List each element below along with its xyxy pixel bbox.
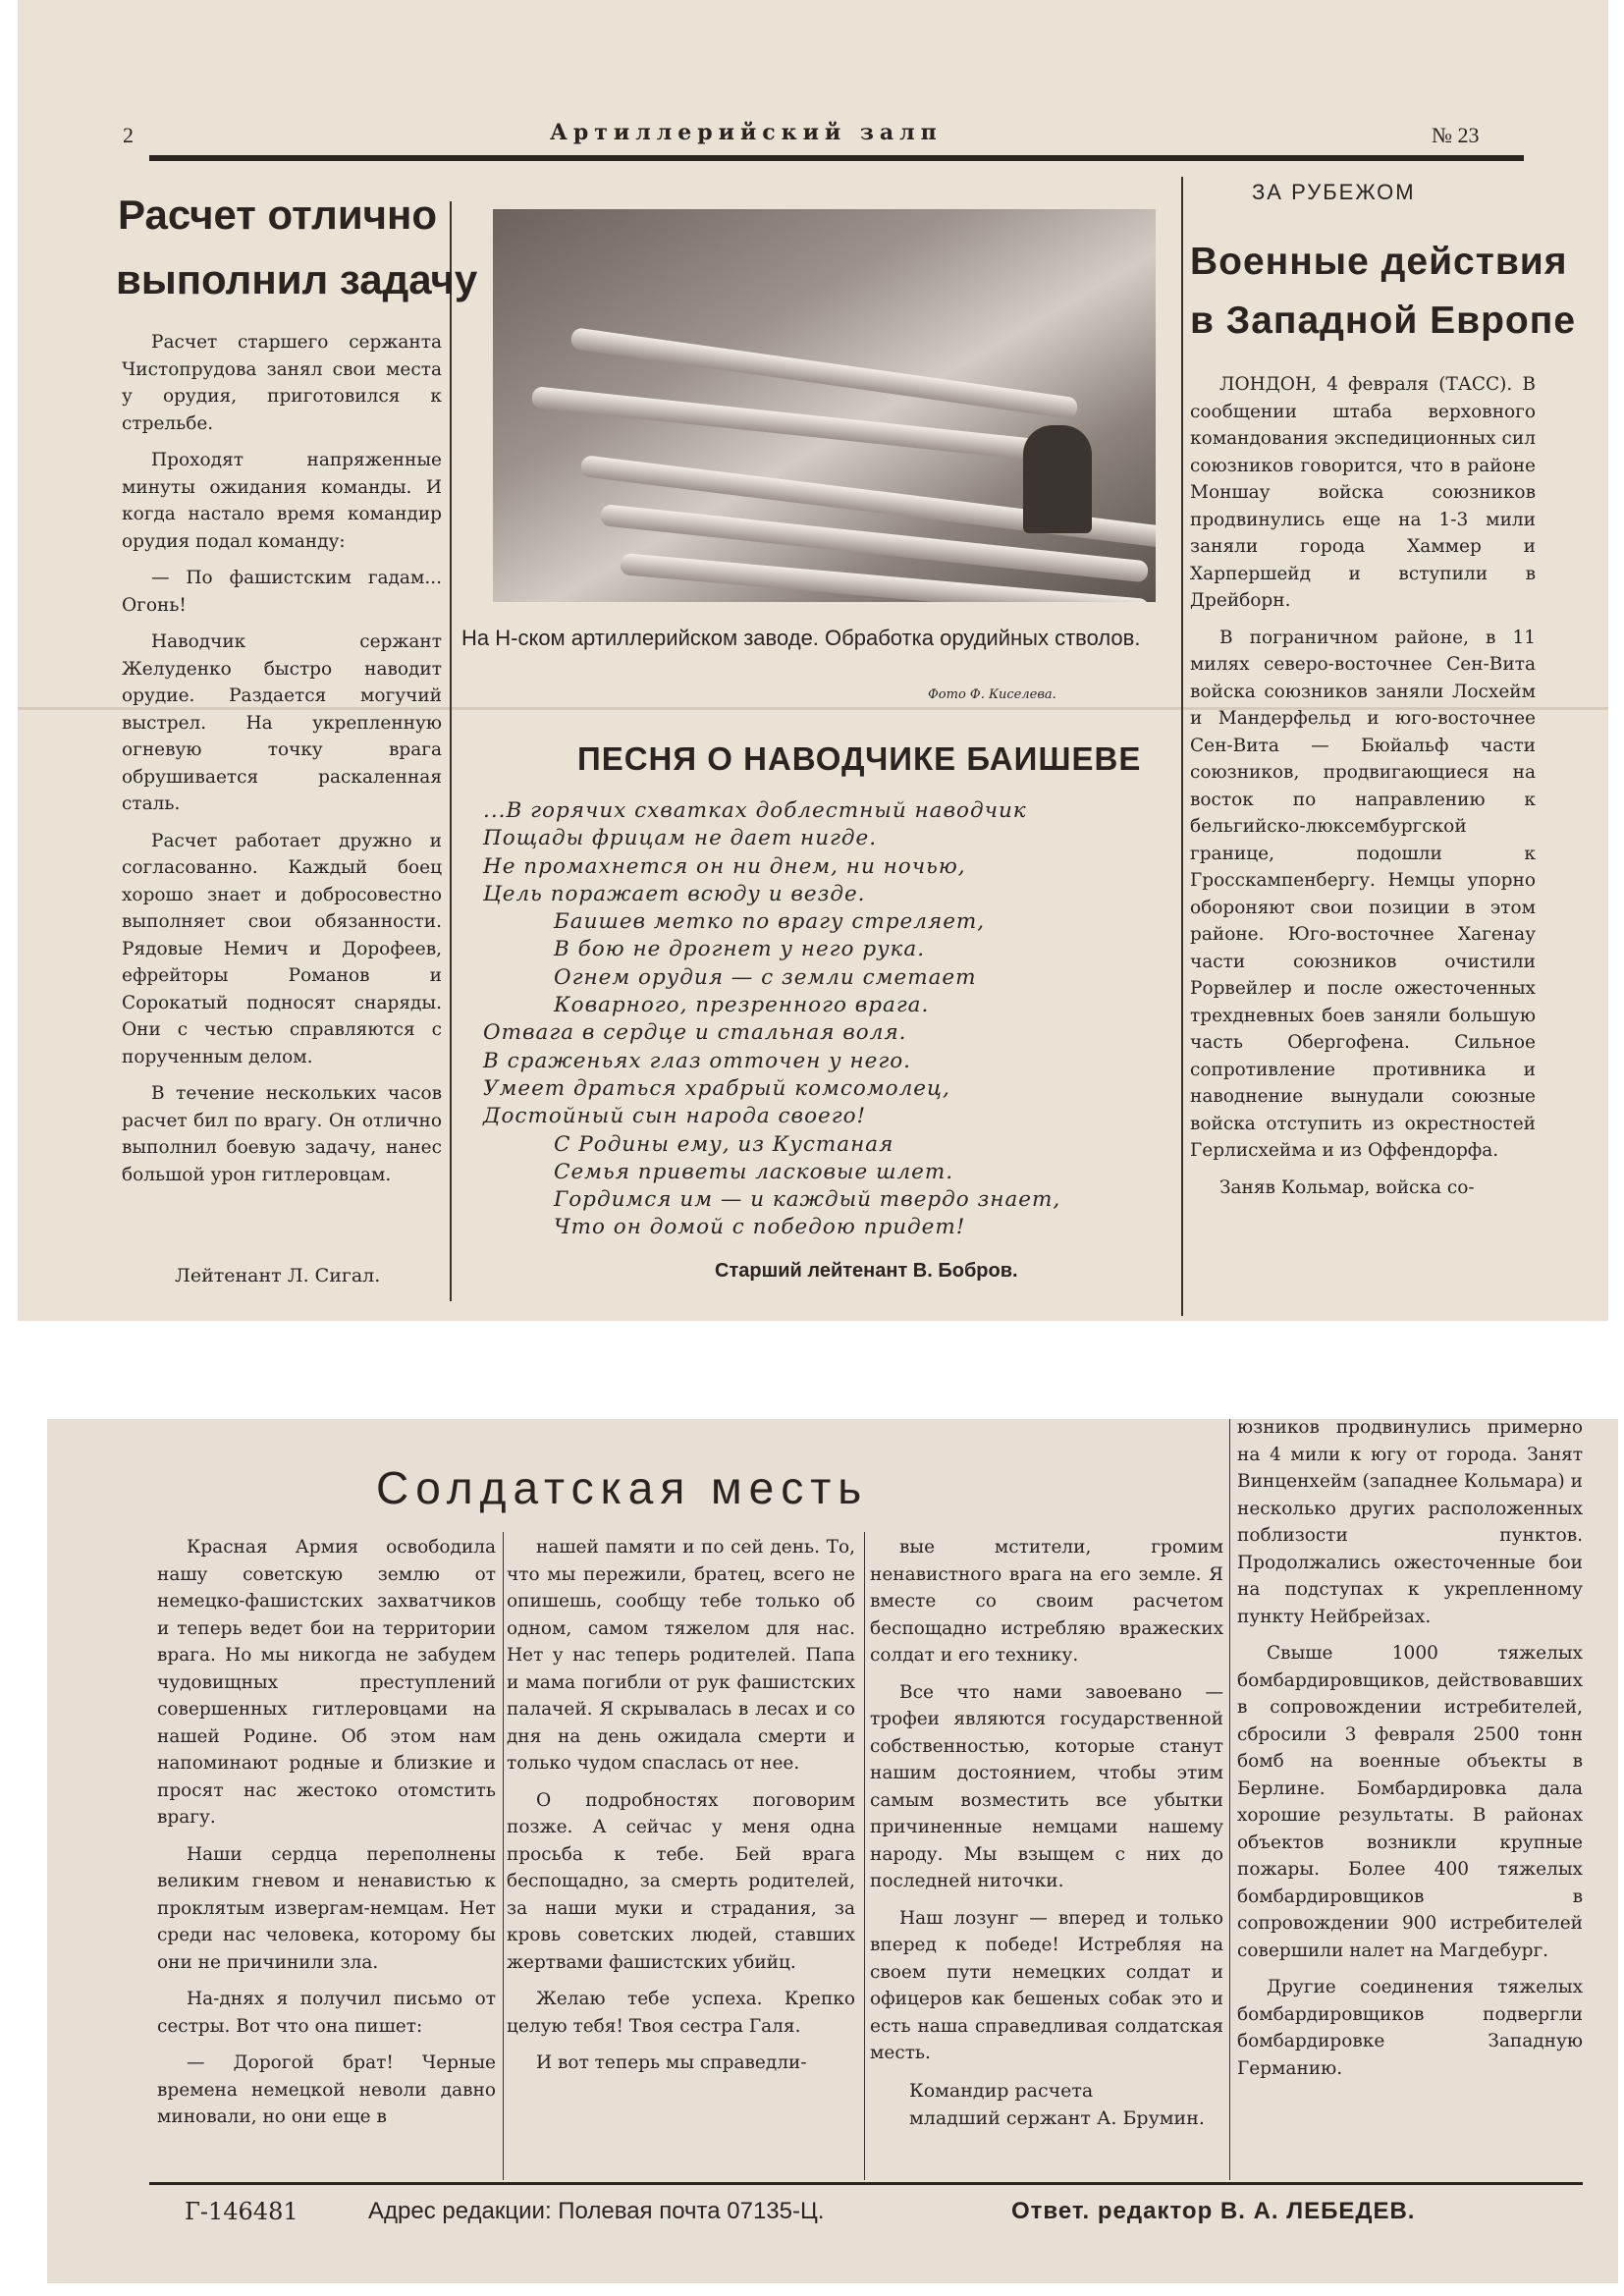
paragraph: В течение нескольких часов расчет бил по врагу. Он отлично выполнил боевую задачу, нанес большой урон гитлеровцам.	[122, 1083, 442, 1185]
section-label: ЗА РУБЕЖОМ	[1252, 180, 1416, 204]
poem-title: ПЕСНЯ О НАВОДЧИКЕ БАИШЕВЕ	[577, 740, 1142, 777]
paragraph: вые мстители, громим ненавистного врага на его земле. Я вместе со своим расчетом беспощадно истребляю вражеских солдат и его технику.	[870, 1537, 1223, 1666]
abroad-title-line2: в Западной Европе	[1190, 300, 1577, 342]
paragraph: — По фашистским гадам... Огонь!	[122, 568, 442, 616]
abroad-body	[1190, 371, 1536, 1211]
column-divider	[1181, 177, 1183, 1316]
left-article-body	[122, 329, 442, 1198]
column-divider	[503, 1532, 504, 2180]
poem-line: ...В горячих схватках доблестный наводчик	[483, 798, 1027, 823]
poem-line: Достойный сын народа своего!	[483, 1104, 867, 1129]
paragraph: юзников продвинулись примерно на 4 мили к югу от города. Занят Винценхейм (западнее Кольмара) и несколько других расположенных поблизости пунктов. Продолжались ожесточенные бои на подступах к укрепленному пункту Нейбрейзах.	[1237, 1417, 1583, 1627]
left-article-title-line2: выполнил задачу	[116, 256, 478, 302]
paragraph: Расчет старшего сержанта Чистопрудова занял свои места у орудия, приготовился к стрельбе.	[122, 332, 442, 434]
poem-line: Баишев метко по врагу стреляет,	[554, 909, 986, 935]
poem-author: Старший лейтенант В. Бобров.	[715, 1260, 1018, 1282]
paragraph: ЛОНДОН, 4 февраля (ТАСС). В сообщении штаба верховного командования экспедиционных сил союзников говорится, что в районе Моншау войска союзников продвинулись еще на 1-3 мили заняли города Хаммер и Харпершейд и вступили в Дрейборн.	[1190, 374, 1536, 611]
poem-line: Огнем орудия — с земли сметает	[554, 964, 977, 990]
poem-line: Что он домой с победою придет!	[554, 1215, 966, 1240]
photo-caption: На Н-ском артиллерийском заводе. Обработка орудийных стволов.	[461, 626, 1141, 650]
paragraph: На-днях я получил письмо от сестры. Вот что она пишет:	[157, 1989, 496, 2037]
poem-line: В сраженьях глаз отточен у него.	[483, 1048, 912, 1073]
letter-column-3	[870, 1534, 1223, 2132]
article-title: Солдатская месть	[376, 1462, 869, 1513]
photo-credit: Фото Ф. Киселева.	[928, 687, 1056, 702]
header-rule	[149, 155, 1524, 161]
footer-address: Адрес редакции: Полевая почта 07135-Ц.	[368, 2198, 825, 2224]
factory-photo	[493, 209, 1156, 602]
poem-line: Цель поражает всюду и везде.	[483, 881, 866, 906]
paragraph: Заняв Кольмар, войска со-	[1219, 1176, 1475, 1198]
paragraph: Наводчик сержант Желуденко быстро наводит орудие. Раздается могучий выстрел. На укрепленную огневую точку врага обрушивается раскаленная сталь.	[122, 631, 442, 814]
footer-editor: Ответ. редактор В. А. ЛЕБЕДЕВ.	[1011, 2198, 1416, 2224]
paragraph: Красная Армия освободила нашу советскую землю от немецко-фашистских захватчиков и теперь ведет бои на территории врага. Но мы никогда не забудем чудовищных преступлений совершенных гитлеровцами на нашей Родине. Об этом нам напоминают родные и близкие и просят нас жестоко отомстить врагу.	[157, 1537, 496, 1828]
page-number: 2	[123, 123, 134, 147]
column-divider	[450, 201, 452, 1301]
paragraph: нашей памяти и по сей день. То, что мы пережили, братец, всего не опишешь, сообщу тебе только об одном, самом тяжелом для нас. Нет у нас теперь родителей. Папа и мама погибли от рук фашистских палачей. Я скрывалась в лесах и со дня на день ожидала смерти и только чудом спаслась от нее.	[507, 1537, 855, 1774]
footer-code: Г-146481	[185, 2198, 298, 2225]
left-article-title-line1: Расчет отлично	[118, 191, 438, 238]
poem-line: Не промахнется он ни днем, ни ночью,	[483, 853, 966, 879]
letter-signature-line2: младший сержант А. Брумин.	[909, 2106, 1205, 2129]
abroad-title-line1: Военные действия	[1190, 241, 1568, 283]
poem-line: Гордимся им — и каждый твердо знает,	[554, 1187, 1061, 1213]
poem-line: Умеет драться храбрый комсомолец,	[483, 1075, 950, 1101]
column-divider	[864, 1532, 865, 2180]
paragraph: И вот теперь мы справедли-	[536, 2052, 807, 2073]
paragraph: — Дорогой брат! Черные времена немецкой неволи давно миновали, но они еще в	[157, 2052, 496, 2127]
masthead: Артиллерийский залп	[550, 120, 943, 145]
letter-column-1	[157, 1534, 496, 2141]
poem-line: Отвага в сердце и стальная воля.	[483, 1020, 907, 1046]
paragraph: В пограничном районе, в 11 милях северо-восточнее Сен-Вита войска союзников заняли Лосхейм и Мандерфельд и юго-восточнее Сен-Вита — Бюйальф части союзников, продвигающиеся на восток по направлению к бельгийско-люксембургской границе, подошли к Гросскампенбергу. Немцы упорно обороняют свои позиции в этом районе. Юго-восточнее Хагенау части союзников очистили Рорвейлер и после ожесточенных трехдневных боев заняли большую часть Обергофена. Сильное сопротивление противника и наводнение вынудали союзные войска отступить из окрестностей Герлисхейма и из Оффендорфа.	[1190, 627, 1536, 1161]
paragraph: Желаю тебе успеха. Крепко целую тебя! Твоя сестра Галя.	[507, 1989, 855, 2037]
paragraph: Наши сердца переполнены великим гневом и ненавистью к проклятым извергам-немцам. Нет среди нас человека, которому бы они не причинили зла.	[157, 1843, 496, 1973]
poem-line: С Родины ему, из Кустаная	[554, 1131, 894, 1157]
column-divider	[1229, 1419, 1230, 2180]
abroad-continuation	[1237, 1414, 1583, 2092]
paragraph: Другие соединения тяжелых бомбардировщиков подвергли бомбардировке Западную Германию.	[1237, 1977, 1583, 2079]
poem-line: Коварного, презренного врага.	[554, 993, 930, 1018]
paragraph: Все что нами завоевано — трофеи являются государственной собственностью, которые станут нашим достоянием, чтобы этим самым возместить все убытки причиненные немцами нашему народу. Мы взыщем с них до последней ниточки.	[870, 1681, 1223, 1891]
paragraph: Проходят напряженные минуты ожидания команды. И когда настало время командир орудия подал команду:	[122, 450, 442, 552]
letter-column-2	[507, 1534, 855, 2087]
poem-line: Семья приветы ласковые шлет.	[554, 1159, 954, 1184]
poem-body	[483, 797, 1170, 1242]
paragraph: О подробностях поговорим позже. А сейчас у меня одна просьба к тебе. Бей врага беспощадно, за смерть родителей, за наши муки и страдания, за кровь советских людей, ставших жертвами фашистских убийц.	[507, 1789, 855, 1973]
paragraph: Расчет работает дружно и согласованно. Каждый боец хорошо знает и добросовестно выполняет свои обязанности. Рядовые Немич и Дорофеев, ефрейторы Романов и Сорокатый подносят снаряды. Они с честью справляются с порученным делом.	[122, 830, 442, 1067]
left-article-signature: Лейтенант Л. Сигал.	[175, 1265, 381, 1286]
poem-line: Пощады фрицам не дает нигде.	[483, 826, 878, 851]
paragraph: Свыше 1000 тяжелых бомбардировщиков, действовавших в сопровождении истребителей, сбросили 3 февраля 2500 тонн бомб на военные объекты в Берлине. Бомбардировка дала хорошие результаты. В районах объектов возникли крупные пожары. Более 400 тяжелых бомбардировщиков в сопровождении 900 истребителей совершили налет на Магдебург.	[1237, 1643, 1583, 1961]
footer-rule	[149, 2182, 1583, 2185]
issue-number: № 23	[1432, 123, 1480, 147]
paragraph: Наш лозунг — вперед и только вперед к победе! Истребляя на своем пути немецких солдат и офицеров как бешеных собак это и есть наша справедливая солдатская месть.	[870, 1907, 1223, 2063]
letter-signature-line1: Командир расчета	[909, 2079, 1094, 2102]
poem-line: В бою не дрогнет у него рука.	[554, 937, 926, 962]
